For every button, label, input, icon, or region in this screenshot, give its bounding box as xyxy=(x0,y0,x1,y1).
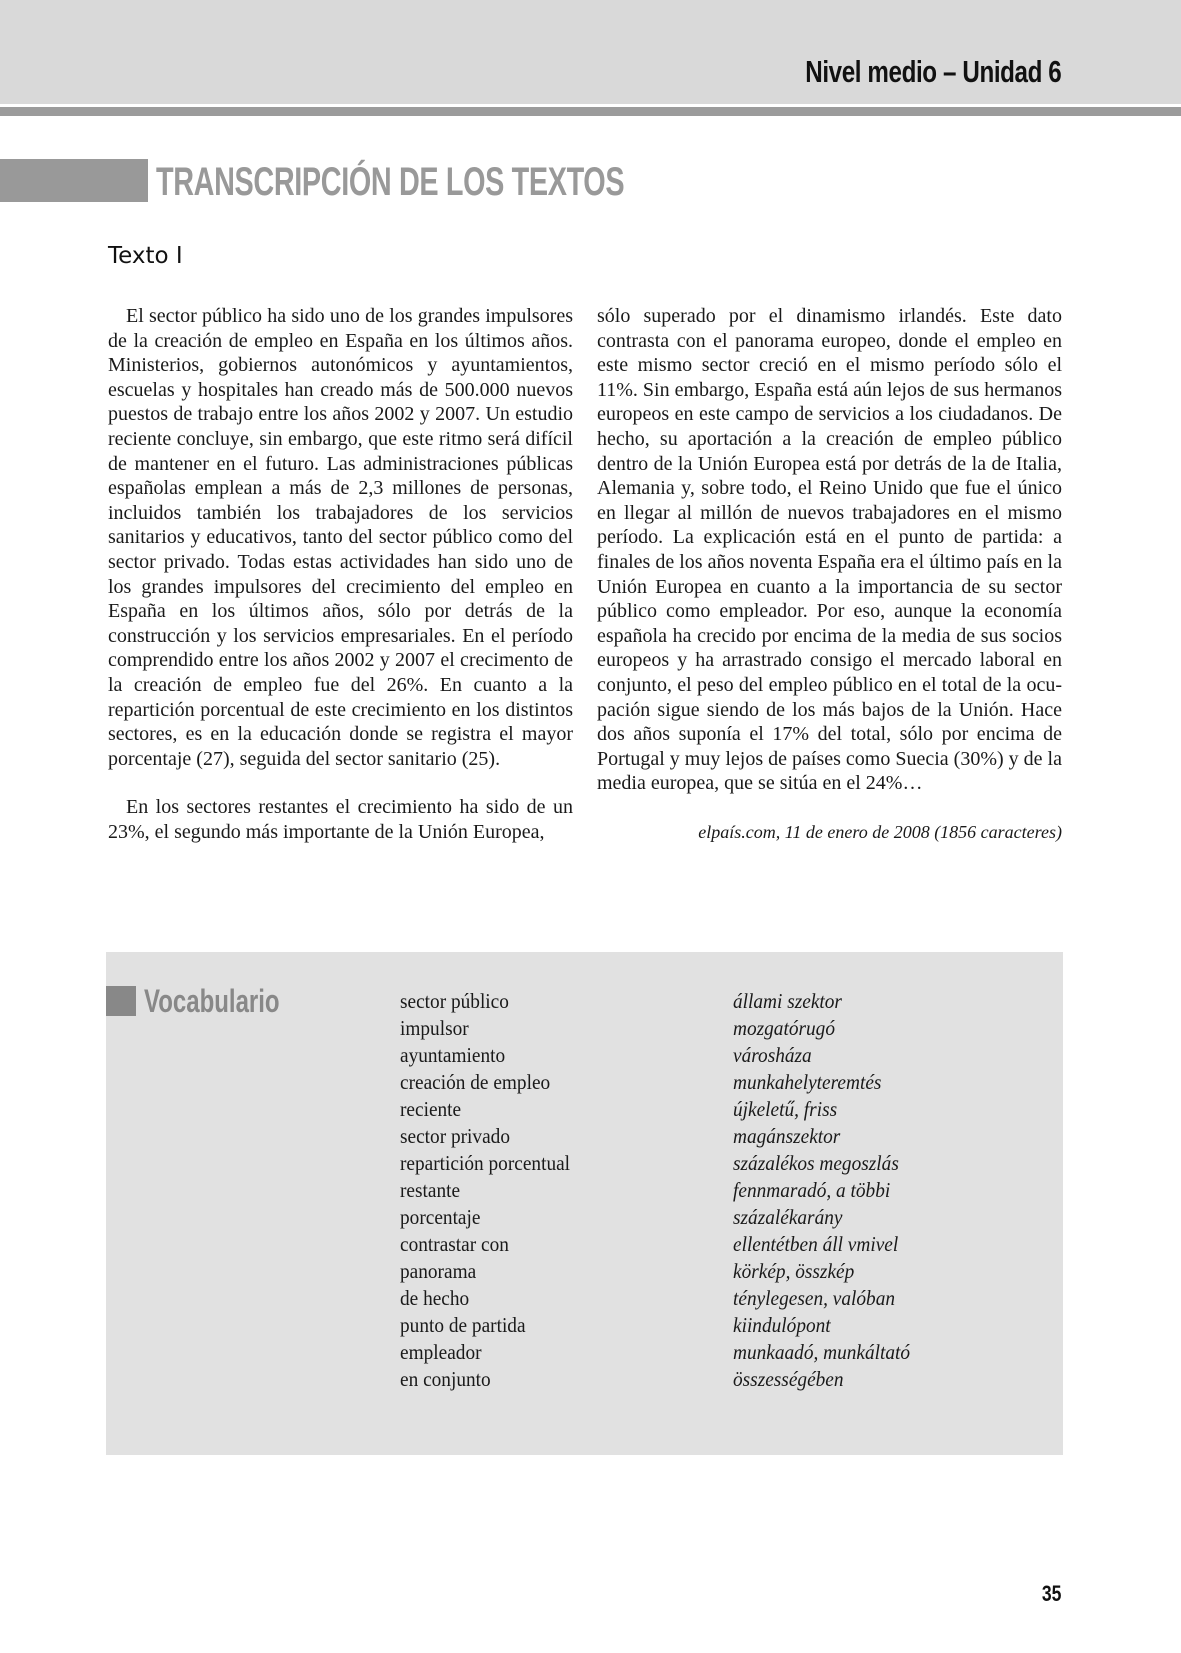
vocab-term-hu: magánszektor xyxy=(733,1124,841,1148)
vocab-term-hu: állami szektor xyxy=(733,989,842,1013)
vocab-term-hu: összességében xyxy=(733,1367,844,1391)
text-heading: Texto I xyxy=(108,243,183,269)
vocab-term-es: ayuntamiento xyxy=(400,1043,506,1067)
vocab-term-hu: újkeletű, friss xyxy=(733,1097,838,1121)
vocab-term-es: punto de partida xyxy=(400,1313,526,1337)
vocab-term-hu: városháza xyxy=(733,1043,812,1067)
vocab-term-hu: kiindulópont xyxy=(733,1313,831,1337)
vocab-term-es: creación de empleo xyxy=(400,1070,551,1094)
header-divider xyxy=(0,107,1181,116)
article-paragraph: En los sectores restantes el crecimiento ha sido de un 23%, el segundo más importante de la Unión Europea, xyxy=(108,796,573,843)
vocabulary-title: Vocabulario xyxy=(144,983,280,1019)
vocab-term-es: restante xyxy=(400,1178,461,1202)
vocab-term-es: repartición porcentual xyxy=(400,1151,571,1175)
vocabulary-hungarian-list xyxy=(733,988,925,1393)
vocab-term-hu: fennmaradó, a többi xyxy=(733,1178,891,1202)
vocab-term-hu: százalékarány xyxy=(733,1205,843,1229)
section-title: TRANSCRIPCIÓN DE LOS TEXTOS xyxy=(156,160,625,204)
vocab-term-hu: körkép, összkép xyxy=(733,1259,855,1283)
vocab-term-hu: mozgatórugó xyxy=(733,1016,835,1040)
vocab-term-es: porcentaje xyxy=(400,1205,481,1229)
vocab-term-es: reciente xyxy=(400,1097,462,1121)
section-marker-bar xyxy=(0,159,148,202)
unit-title: Nivel medio – Unidad 6 xyxy=(804,54,1061,89)
vocab-term-es: sector privado xyxy=(400,1124,510,1148)
vocab-term-es: contrastar con xyxy=(400,1232,509,1256)
vocab-term-es: en conjunto xyxy=(400,1367,491,1391)
vocab-term-es: sector público xyxy=(400,989,509,1013)
vocabulary-marker xyxy=(106,986,136,1016)
vocab-term-es: empleador xyxy=(400,1340,482,1364)
vocab-term-hu: munkaadó, munkáltató xyxy=(733,1340,911,1364)
vocab-term-es: impulsor xyxy=(400,1016,469,1040)
article-right-column xyxy=(597,304,1062,844)
vocab-term-hu: ellentétben áll vmivel xyxy=(733,1232,899,1256)
vocabulary-spanish-list xyxy=(400,988,585,1393)
vocab-term-hu: munkahelyteremtés xyxy=(733,1070,882,1094)
article-source: elpaís.com, 11 de enero de 2008 (1856 caracteres) xyxy=(698,821,1062,842)
article-left-column xyxy=(108,304,573,844)
vocab-term-hu: százalékos megoszlás xyxy=(733,1151,899,1175)
vocab-term-es: panorama xyxy=(400,1259,477,1283)
page-number: 35 xyxy=(1041,1581,1061,1606)
vocab-term-es: de hecho xyxy=(400,1286,470,1310)
vocab-term-hu: ténylegesen, valóban xyxy=(733,1286,896,1310)
article-paragraph: sólo superado por el dinamismo irlandés. Este dato contrasta con el panorama europeo, donde el empleo en este mismo sector creció en el mismo período sólo el 11%. Sin embargo, España está aún lejos de sus hermanos europeos en este campo de servicios a los ciudadanos. De hecho, su aportación a la creación de empleo público dentro de la Unión Europea está por detrás de la de Italia, Alemania y, sobre todo, el Reino Unido que fue el único en llegar al millón de nuevos trabajadores en el mismo período. La explicación está en el punto de partida: a finales de los años noventa España era el último país en la Unión Europea en cuanto a la importancia de su sector público como empleador. Por eso, aunque la economía española ha crecido por encima de la media de sus socios europeos y ha arrastrado consigo el mercado laboral en conjunto, el peso del empleo público en el total de la ocupación sigue siendo de los más bajos de la Unión. Hace dos años suponía el 17% del total, sólo por encima de Portugal y muy lejos de países como Suecia (30%) y de la media europea, que se sitúa en el 24%… xyxy=(597,305,1062,795)
article-paragraph: El sector público ha sido uno de los grandes impulsores de la creación de empleo en España en los últimos años. Ministerios, gobiernos autonómicos y ayuntamientos, escuelas y hospitales han creado más de 500.000 nuevos puestos de trabajo entre los años 2002 y 2007. Un estudio reciente concluye, sin embargo, que este ritmo será difícil de mantener en el futuro. Las administraciones públicas españolas emplean a más de 2,3 millones de personas, incluidos también los trabajadores de los servicios sanitarios y educativos, tanto del sector público como del sector privado. Todas estas actividades han sido uno de los grandes impulsores del crecimiento del empleo en España en los últimos años, sólo por detrás de la construcción y los servicios empresariales. En el período comprendido entre los años 2002 y 2007 el crecimento de la creación de empleo fue del 26%. En cuanto a la repartición porcentual de este crecimiento en los distintos sectores, es en la educación donde se registra el mayor porcentaje (27), seguida del sector sanitario (25). xyxy=(108,305,573,770)
